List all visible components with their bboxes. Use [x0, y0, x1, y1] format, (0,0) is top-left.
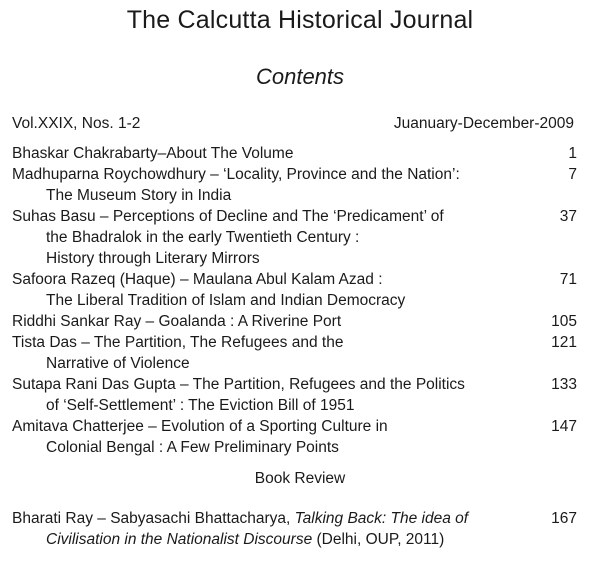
toc-entry-continuation: The Liberal Tradition of Islam and Indian Democracy [46, 292, 406, 309]
reviewed-title-part2: Civilisation in the Nationalist Discourse [46, 531, 313, 548]
toc-entry [12, 311, 577, 332]
toc-page-number: 71 [559, 271, 577, 288]
toc-page-number: 7 [568, 166, 577, 183]
toc-page-number: 1 [568, 145, 577, 162]
toc-page-number: 105 [551, 313, 577, 330]
toc-entry-line: Tista Das – The Partition, The Refugees and the [12, 334, 344, 351]
toc-page-number: 147 [551, 418, 577, 435]
reviewed-publisher: (Delhi, OUP, 2011) [312, 531, 445, 548]
journal-title: The Calcutta Historical Journal [126, 6, 474, 34]
reviewed-author: Sabyasachi Bhattacharya, [110, 510, 295, 527]
book-review-heading: Book Review [254, 470, 346, 487]
toc-entry [12, 332, 577, 374]
contents-heading: Contents [255, 64, 345, 89]
reviewed-title-part1: Talking Back: The idea of [294, 510, 469, 527]
toc-entry-continuation: Colonial Bengal : A Few Preliminary Points [46, 439, 339, 456]
toc-entry [12, 206, 577, 269]
issue-info [12, 115, 574, 133]
review-page-number: 167 [551, 510, 577, 527]
toc-entry [12, 143, 577, 164]
toc-entry-continuation: History through Literary Mirrors [46, 250, 260, 267]
review-author: Bharati Ray – [12, 510, 111, 527]
toc-page-number: 133 [551, 376, 577, 393]
toc-page-number: 121 [551, 334, 577, 351]
toc-entry-line: Sutapa Rani Das Gupta – The Partition, Refugees and the Politics [12, 376, 465, 393]
toc-entry-continuation: the Bhadralok in the early Twentieth Century : [46, 229, 360, 246]
toc-entry [12, 164, 577, 206]
toc-entry-line: Bhaskar Chakrabarty–About The Volume [12, 145, 294, 162]
issue-date: Juanuary-December-2009 [393, 115, 574, 132]
toc-entry [12, 269, 577, 311]
toc-entry-continuation: of ‘Self-Settlement’ : The Eviction Bill of 1951 [46, 397, 355, 414]
book-review-entry [12, 508, 577, 550]
toc-entry [12, 416, 577, 458]
toc-page-number: 37 [559, 208, 577, 225]
volume-number: Vol.XXIX, Nos. 1-2 [12, 115, 141, 132]
toc-entry-continuation: The Museum Story in India [46, 187, 232, 204]
toc-entry-line: Amitava Chatterjee – Evolution of a Sporting Culture in [12, 418, 388, 435]
toc-entry-line: Suhas Basu – Perceptions of Decline and The ‘Predicament’ of [12, 208, 444, 225]
toc-entry-line: Madhuparna Roychowdhury – ‘Locality, Province and the Nation’: [12, 166, 460, 183]
toc-entry [12, 374, 577, 416]
table-of-contents [12, 143, 577, 458]
toc-entry-continuation: Narrative of Violence [46, 355, 190, 372]
toc-entry-line: Riddhi Sankar Ray – Goalanda : A Riverine Port [12, 313, 342, 330]
toc-entry-line: Safoora Razeq (Haque) – Maulana Abul Kalam Azad : [12, 271, 383, 288]
